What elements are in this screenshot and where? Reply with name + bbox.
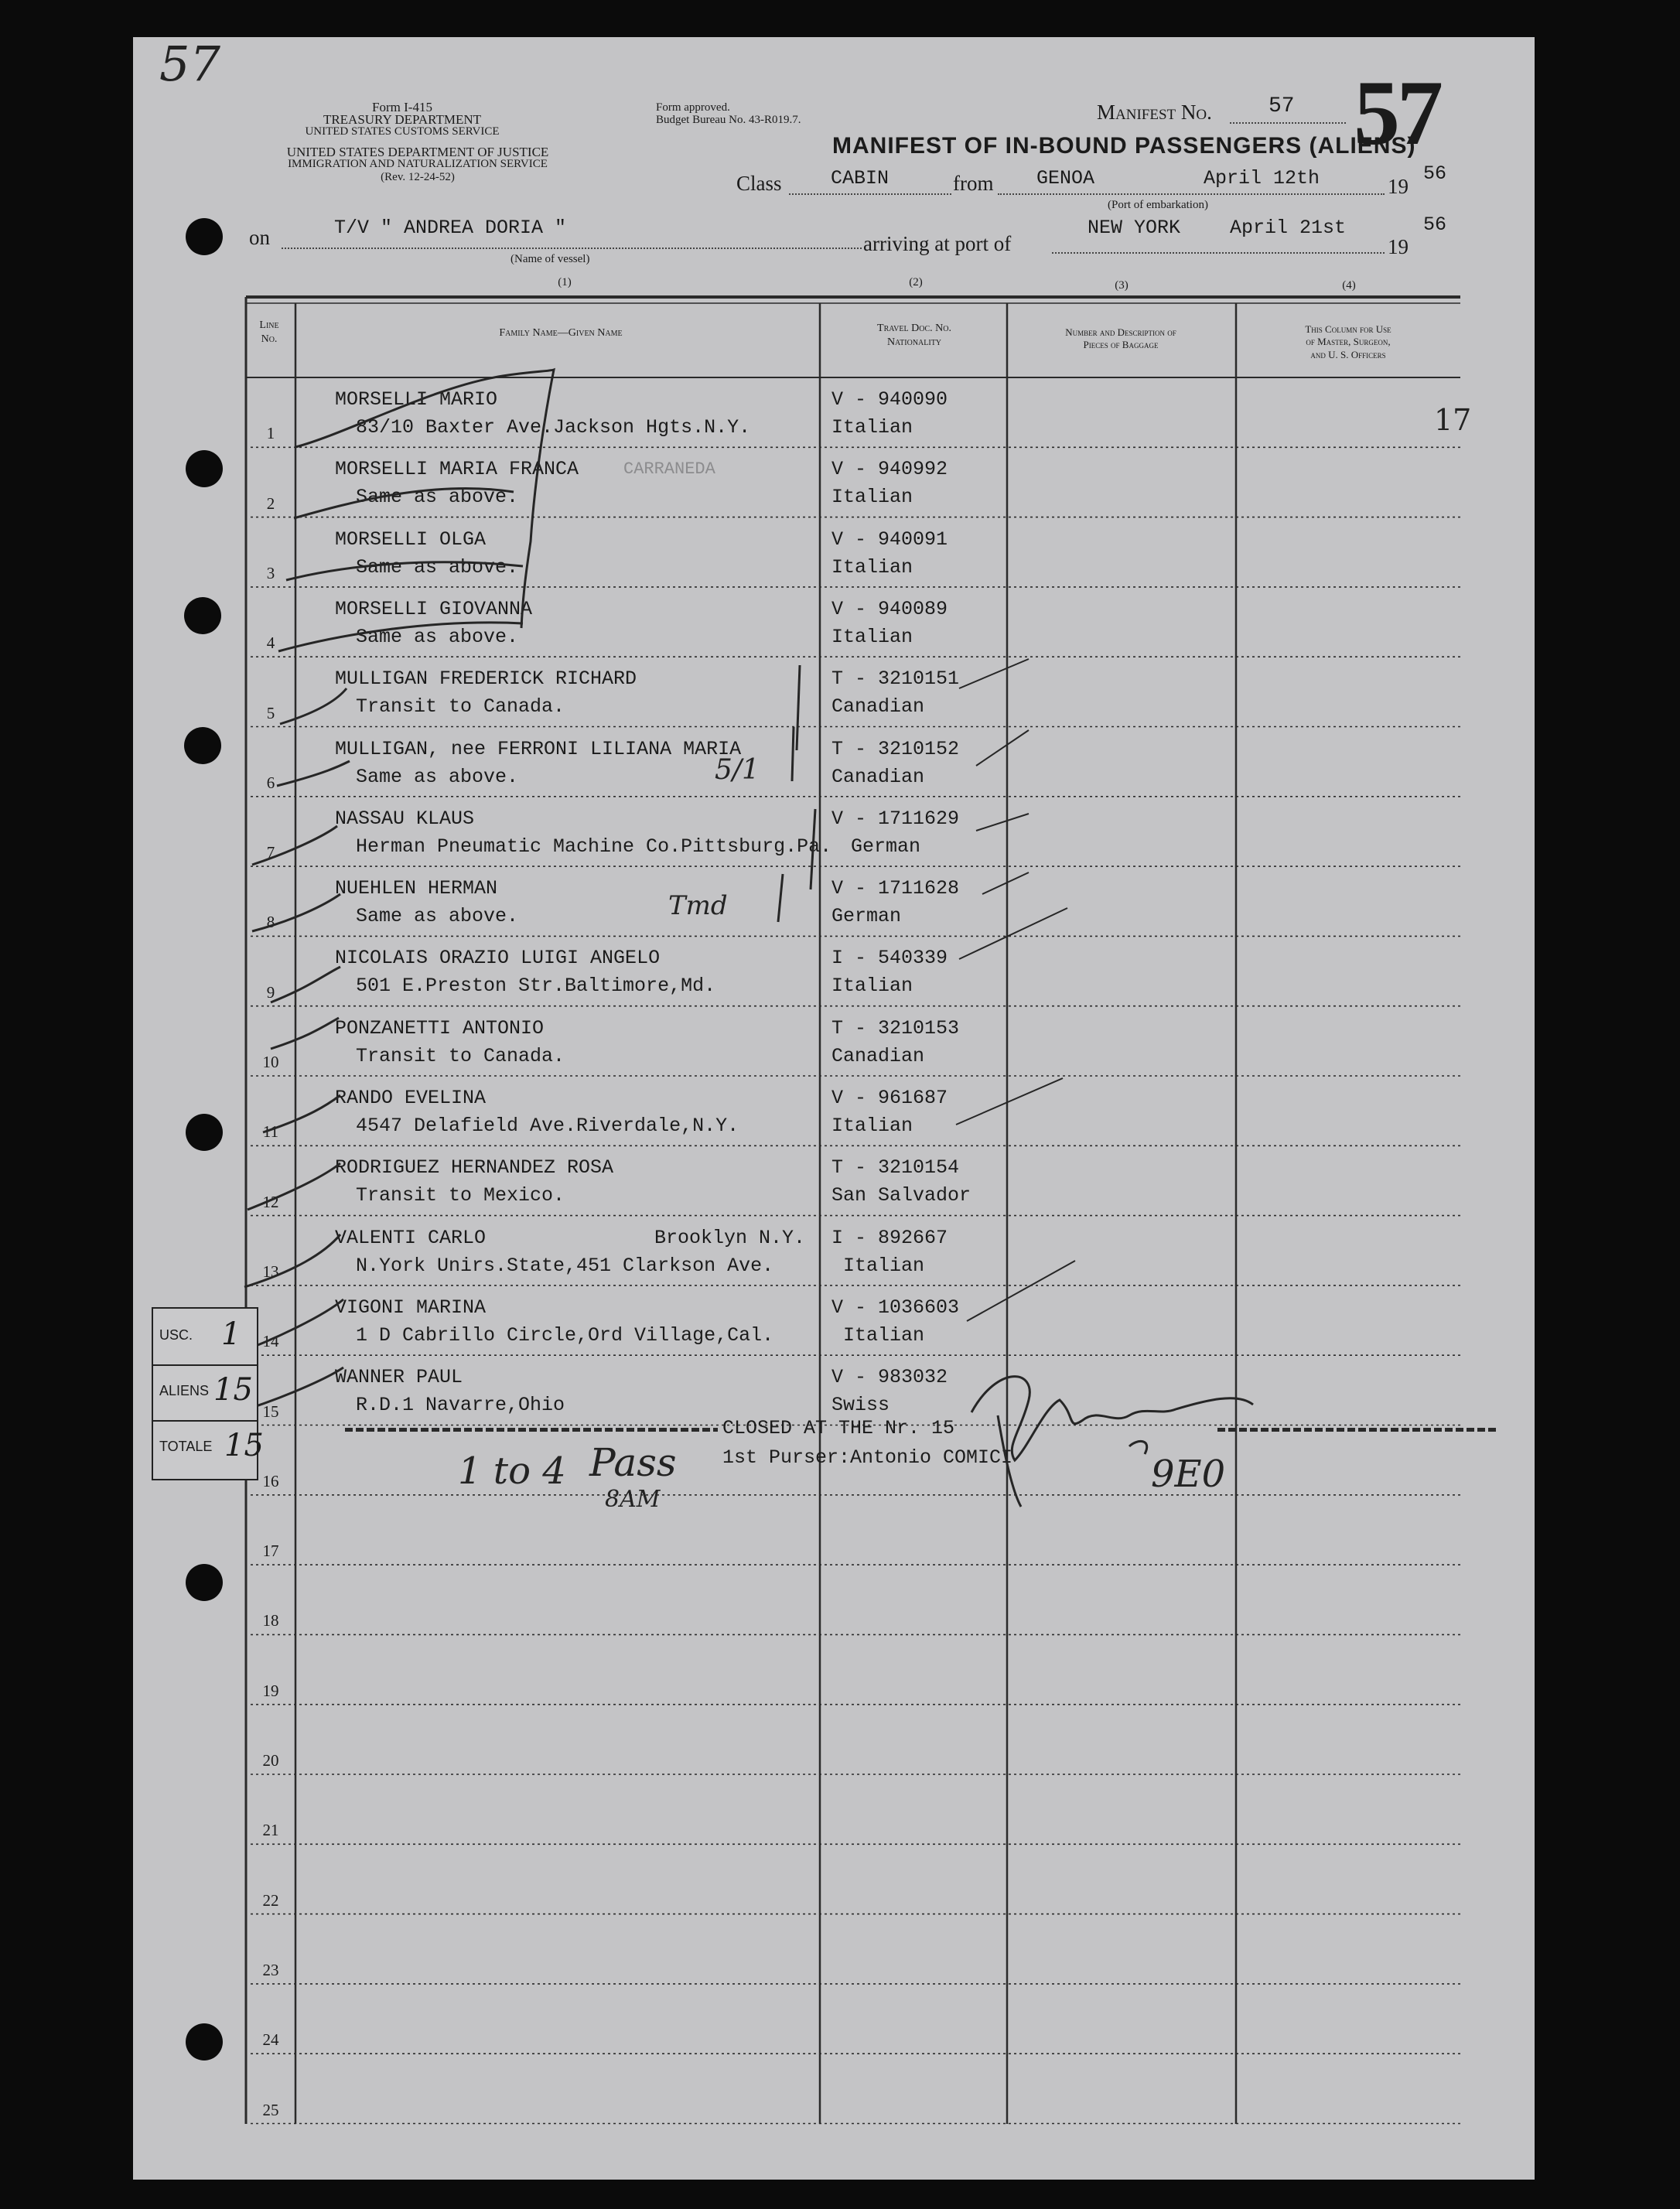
passenger-name: RODRIGUEZ HERNANDEZ ROSA — [335, 1156, 614, 1180]
tally-usc — [153, 1309, 257, 1366]
line-number: 12 — [262, 1192, 279, 1211]
passenger-address: N.York Unirs.State,451 Clarkson Ave. — [356, 1254, 774, 1277]
passenger-address: Same as above. — [356, 555, 519, 579]
passenger-name: NICOLAIS ORAZIO LUIGI ANGELO — [335, 947, 661, 970]
travel-doc-number: V - 940992 — [831, 458, 948, 481]
nationality: Italian — [831, 975, 913, 998]
line-number: 22 — [262, 1890, 279, 1910]
passenger-name: NUEHLEN HERMAN — [335, 877, 498, 900]
line-number: 17 — [262, 1542, 279, 1561]
purser-text: 1st Purser:Antonio COMICI — [722, 1446, 1013, 1469]
line-number: 6 — [266, 773, 275, 792]
corner-handwritten-number: 57 — [159, 36, 220, 92]
passenger-name: VALENTI CARLO — [335, 1226, 487, 1249]
passenger-address: Transit to Canada. — [356, 1044, 565, 1067]
class-label: Class — [736, 172, 782, 195]
travel-doc-number: V - 1711628 — [831, 877, 960, 900]
handwritten-1-to-4: 1 to 4 — [458, 1449, 566, 1493]
nationality: German — [831, 905, 902, 928]
travel-doc-number: V - 983032 — [831, 1366, 948, 1389]
handwritten-8am: 8AM — [605, 1486, 661, 1513]
line-number: 18 — [262, 1611, 279, 1630]
line-number: 10 — [262, 1053, 279, 1071]
form-approved: Form approved. — [656, 101, 730, 114]
line-number: 7 — [266, 843, 275, 862]
passenger-name: RANDO EVELINA — [335, 1087, 487, 1109]
travel-doc-number: V - 1036603 — [831, 1296, 960, 1319]
line-number: 24 — [262, 2030, 279, 2050]
travel-doc-number: V - 940091 — [831, 527, 948, 551]
class-value: CABIN — [831, 167, 890, 189]
manifest-number: 57 — [1269, 94, 1295, 118]
line-number: 11 — [262, 1122, 279, 1142]
handwritten-note-row8: Tmd — [668, 890, 728, 921]
travel-doc-number: T - 3210151 — [831, 667, 960, 691]
line-number: 16 — [262, 1471, 279, 1490]
travel-doc-number: T - 3210154 — [831, 1156, 960, 1180]
passenger-address: Transit to Mexico. — [356, 1184, 565, 1207]
faded-maiden-name: CARRANEDA — [623, 459, 715, 479]
closed-at-text: CLOSED AT THE Nr. 15 — [722, 1417, 955, 1439]
passenger-name: MULLIGAN, nee FERRONI LILIANA MARIA — [335, 737, 742, 760]
column-number-4: (4) — [1342, 279, 1356, 292]
nationality: San Salvador — [831, 1184, 971, 1207]
nationality: Italian — [831, 1115, 913, 1137]
line-number: 14 — [262, 1332, 279, 1351]
handwritten-pass: Pass — [589, 1440, 677, 1485]
line-number: 3 — [266, 563, 275, 582]
header-line-no: Line No. — [259, 319, 279, 345]
passenger-name: MORSELLI OLGA — [335, 527, 487, 551]
line-number: 25 — [262, 2100, 279, 2119]
line-number: 2 — [266, 493, 275, 513]
passenger-address: Same as above. — [356, 486, 519, 509]
passenger-address: 4547 Delafield Ave.Riverdale,N.Y. — [356, 1115, 739, 1137]
nationality: Canadian — [831, 765, 925, 788]
arrival-year-prefix: 19 — [1388, 235, 1409, 258]
officer-note-17: 17 — [1434, 403, 1472, 437]
line-number: 8 — [266, 913, 275, 932]
passenger-name: NASSAU KLAUS — [335, 807, 475, 830]
header-family-name: Family Name—Given Name — [499, 327, 623, 339]
handwritten-note-row6: 5/1 — [715, 754, 760, 786]
nationality: Italian — [831, 416, 913, 439]
line-number: 13 — [262, 1262, 279, 1281]
nationality: Italian — [843, 1323, 925, 1347]
tally-total-label: TOTALE — [159, 1439, 213, 1454]
tally-total-value: 15 — [224, 1428, 264, 1463]
tally-usc-label: USC. — [159, 1327, 193, 1343]
tally-aliens-label: ALIENS — [159, 1383, 210, 1398]
handwritten-9e0: 9E0 — [1151, 1453, 1226, 1496]
passenger-address: 501 E.Preston Str.Baltimore,Md. — [356, 975, 716, 998]
header-travel-doc: Travel Doc. No. Nationality — [877, 323, 951, 348]
line-number: 20 — [262, 1751, 279, 1770]
manifest-no-label: Manifest No. — [1097, 101, 1212, 124]
nationality: Canadian — [831, 1044, 925, 1067]
passenger-address: 83/10 Baxter Ave.Jackson Hgts.N.Y. — [356, 416, 751, 439]
arrival-date: April 21st — [1230, 217, 1347, 239]
line-number: 5 — [266, 703, 275, 722]
from-label: from — [953, 172, 994, 195]
travel-doc-number: I - 892667 — [831, 1226, 948, 1249]
manifest-title: MANIFEST OF IN-BOUND PASSENGERS (ALIENS) — [832, 133, 1416, 159]
vessel-name: T/V " ANDREA DORIA " — [334, 217, 567, 239]
column-number-3: (3) — [1115, 279, 1129, 292]
passenger-address: Herman Pneumatic Machine Co.Pittsburg.Pa. — [356, 835, 832, 858]
line-number: 21 — [262, 1821, 279, 1840]
line-number: 4 — [266, 633, 275, 653]
travel-doc-number: V - 1711629 — [831, 807, 960, 830]
embark-year: 56 — [1423, 162, 1447, 185]
passenger-name: MORSELLI GIOVANNA — [335, 597, 533, 620]
treasury-label: TREASURY DEPARTMENT — [323, 112, 482, 127]
header-baggage: Number and Description of Pieces of Baggage — [1065, 326, 1176, 351]
nationality: Italian — [843, 1254, 925, 1277]
line-number: 1 — [266, 424, 275, 443]
manifest-stamp-number: 57 — [1354, 61, 1440, 164]
on-label: on — [249, 226, 270, 249]
embark-date: April 12th — [1204, 167, 1320, 189]
nationality: Italian — [831, 486, 913, 509]
nationality: German — [851, 835, 921, 858]
line-number: 23 — [262, 1960, 279, 1979]
travel-doc-number: V - 940090 — [831, 388, 948, 411]
travel-doc-number: V - 961687 — [831, 1087, 948, 1109]
passenger-address: Same as above. — [356, 765, 519, 788]
passenger-address: Same as above. — [356, 625, 519, 648]
arrival-year: 56 — [1423, 213, 1447, 236]
revision-label: (Rev. 12-24-52) — [381, 171, 455, 183]
arriving-label: arriving at port of — [863, 232, 1012, 255]
customs-label: UNITED STATES CUSTOMS SERVICE — [305, 125, 500, 138]
column-number-1: (1) — [558, 276, 572, 289]
line-number: 19 — [262, 1681, 279, 1700]
tally-box — [152, 1307, 264, 1480]
nationality: Swiss — [831, 1394, 890, 1417]
travel-doc-number: T - 3210152 — [831, 737, 960, 760]
tally-usc-value: 1 — [221, 1316, 241, 1352]
passenger-name: MORSELLI MARIO — [335, 388, 498, 411]
passenger-name: VIGONI MARINA — [335, 1296, 487, 1319]
travel-doc-number: T - 3210153 — [831, 1016, 960, 1040]
passenger-address: R.D.1 Navarre,Ohio — [356, 1394, 565, 1417]
header-officers: This Column for Use of Master, Surgeon, and U. S. Officers — [1305, 323, 1391, 360]
travel-doc-number: I - 540339 — [831, 947, 948, 970]
line-number: 15 — [262, 1402, 279, 1421]
column-number-2: (2) — [909, 276, 923, 289]
budget-bureau: Budget Bureau No. 43-R019.7. — [656, 114, 801, 126]
passenger-city: Brooklyn N.Y. — [654, 1226, 806, 1249]
tally-aliens-value: 15 — [213, 1372, 253, 1408]
ins-label: IMMIGRATION AND NATURALIZATION SERVICE — [288, 158, 548, 170]
passenger-name: MULLIGAN FREDERICK RICHARD — [335, 667, 637, 691]
form-number: Form I-415 — [372, 100, 432, 114]
nationality: Italian — [831, 625, 913, 648]
justice-label: UNITED STATES DEPARTMENT OF JUSTICE — [286, 145, 549, 159]
passenger-address: 1 D Cabrillo Circle,Ord Village,Cal. — [356, 1323, 774, 1347]
arrival-port: NEW YORK — [1088, 217, 1181, 239]
vessel-note: (Name of vessel) — [510, 253, 590, 265]
passenger-name: WANNER PAUL — [335, 1366, 463, 1389]
line-number: 9 — [266, 982, 275, 1002]
port-embarkation-note: (Port of embarkation) — [1108, 199, 1208, 211]
from-value: GENOA — [1036, 167, 1095, 189]
passenger-name: MORSELLI MARIA FRANCA — [335, 458, 579, 481]
travel-doc-number: V - 940089 — [831, 597, 948, 620]
tally-total — [153, 1420, 264, 1476]
passenger-name: PONZANETTI ANTONIO — [335, 1016, 545, 1040]
tally-aliens — [153, 1364, 257, 1422]
passenger-address: Same as above. — [356, 905, 519, 928]
nationality: Canadian — [831, 695, 925, 719]
embark-year-prefix: 19 — [1388, 175, 1409, 198]
passenger-address: Transit to Canada. — [356, 695, 565, 719]
nationality: Italian — [831, 555, 913, 579]
